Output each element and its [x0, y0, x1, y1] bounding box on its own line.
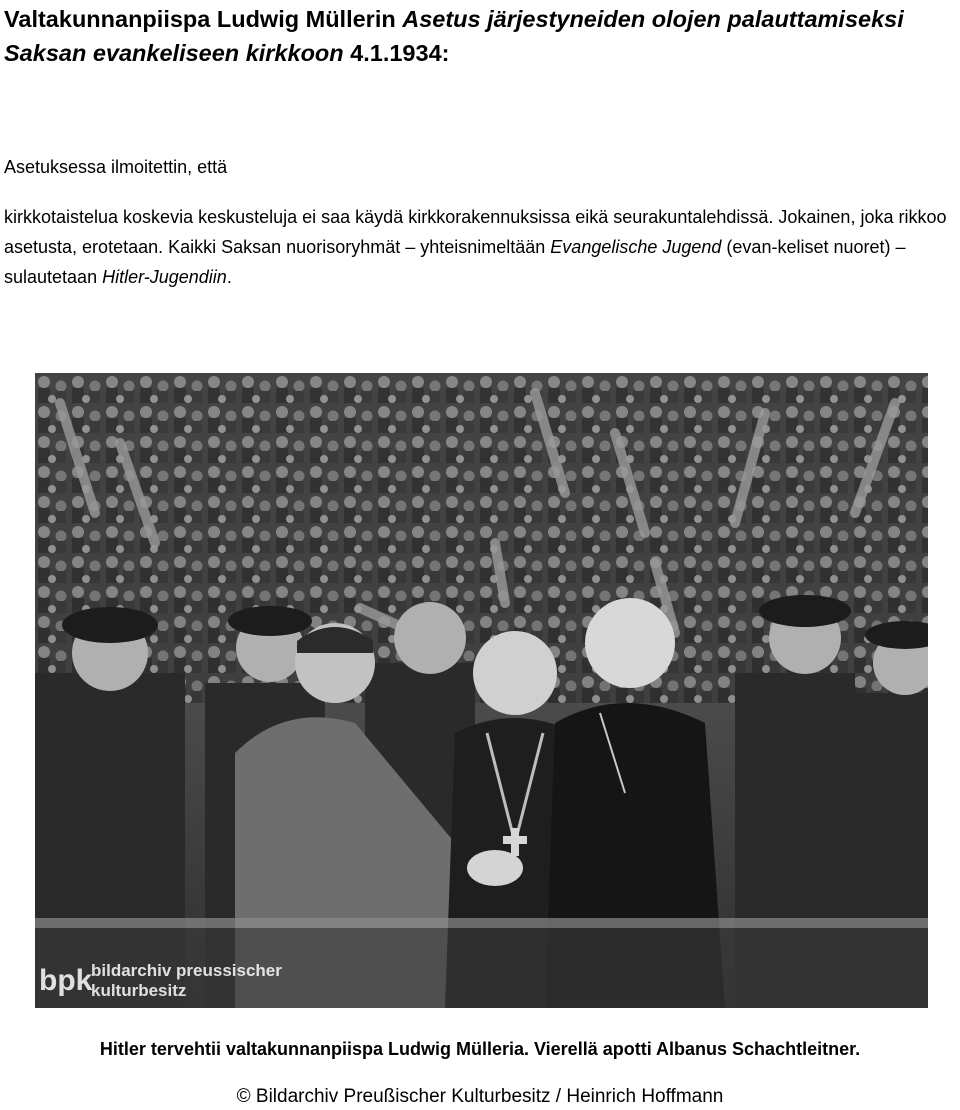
- body-italic-1: Evangelische Jugend: [550, 237, 722, 257]
- watermark-mark: bpk: [39, 964, 93, 997]
- photo-illustration: [35, 373, 928, 1008]
- photo-watermark: [35, 952, 285, 1008]
- intro-text: Asetuksessa ilmoitettin, että: [4, 157, 228, 177]
- body-text-1: kirkkotaistelua koskevia keskusteluja ei saa käydä kirkkorakennuksissa eikä seurakuntalehdissä. Jokainen, joka rikkoo asetusta, erotetaan. Kaikki Saksan nuorisoryhmät – yhteisnimeltään: [4, 207, 947, 257]
- photo-credit: © Bildarchiv Preußischer Kulturbesitz / Heinrich Hoffmann: [236, 1086, 724, 1107]
- document-title: [4, 2, 954, 70]
- body-text-3: .: [226, 267, 232, 287]
- title-decree-name: Asetus järjestyneiden olojen palauttamiseksi Saksan evankeliseen kirkkoon: [4, 6, 904, 66]
- body-paragraph: [4, 202, 956, 292]
- body-text-2: (evan-keliset nuoret) – sulautetaan: [4, 237, 906, 287]
- watermark-line-2: kulturbesitz: [91, 981, 187, 1000]
- body-italic-2: Hitler-Jugendiin: [102, 267, 227, 287]
- photo-caption: Hitler tervehtii valtakunnanpiispa Ludwig Mülleria. Vierellä apotti Albanus Schachtleitner.: [99, 1039, 861, 1059]
- historical-photo: [35, 373, 928, 1008]
- title-part-1: Valtakunnanpiispa Ludwig Müllerin: [4, 6, 403, 32]
- watermark-line-1: bildarchiv preussischer: [91, 961, 282, 980]
- title-date: 4.1.1934:: [343, 40, 450, 66]
